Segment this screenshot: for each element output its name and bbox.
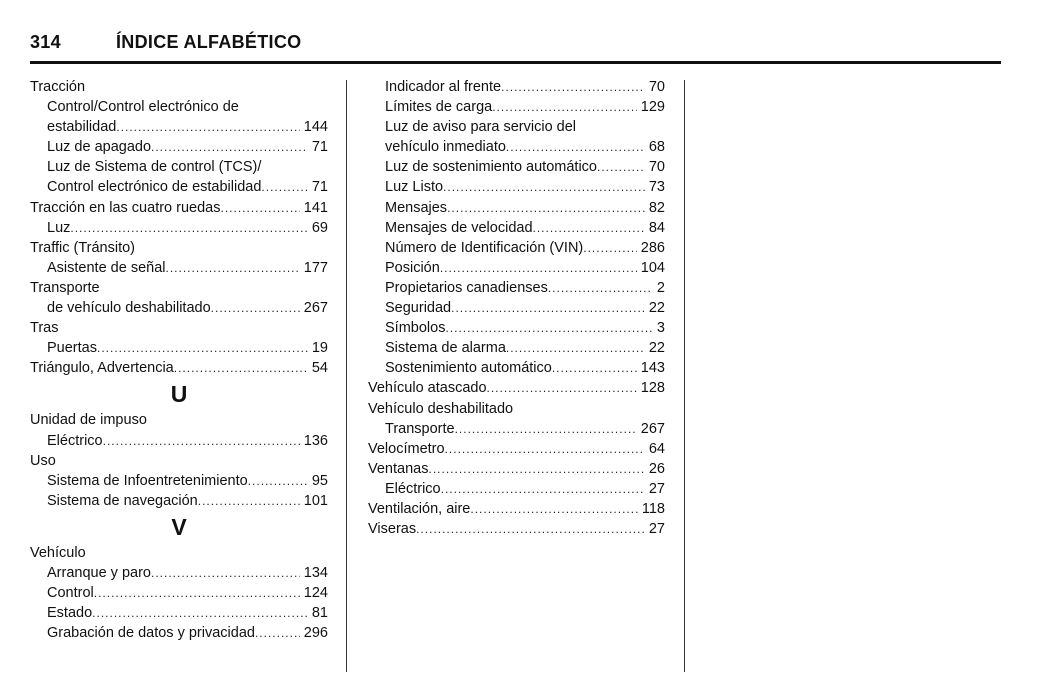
index-subentry (368, 238, 665, 258)
index-column-1 (30, 77, 328, 643)
index-subentry (368, 77, 665, 97)
dot-leader (211, 298, 300, 318)
index-subentry (368, 157, 665, 177)
index-entry (368, 439, 665, 459)
page-reference: 267 (303, 300, 328, 317)
entry-label: Asistente de señal (47, 259, 166, 276)
entry-label: Posición (385, 259, 440, 276)
index-subentry (368, 137, 665, 157)
index-entry (368, 378, 665, 398)
entry-label: Ventilación, aire (368, 500, 471, 517)
index-entry (368, 399, 665, 419)
entry-label: de vehículo deshabilitado (47, 300, 211, 317)
page-reference: 70 (648, 79, 665, 95)
entry-label: estabilidad (47, 119, 117, 136)
entry-label: Tras (30, 320, 59, 337)
index-subentry (368, 298, 665, 318)
entry-label: Vehículo deshabilitado (368, 400, 514, 417)
index-subentry (30, 218, 328, 238)
page-reference: 134 (303, 564, 328, 581)
column-divider (346, 80, 347, 672)
dot-leader (116, 117, 299, 137)
entry-label: Tracción (30, 79, 86, 95)
index-letter-heading: V (171, 513, 187, 540)
index-subentry (368, 218, 665, 238)
dot-leader (70, 218, 307, 238)
dot-leader (583, 238, 637, 258)
entry-label: Sostenimiento automático (385, 360, 552, 377)
dot-leader (255, 623, 300, 643)
index-entry (30, 358, 328, 378)
entry-label: Triángulo, Advertencia (30, 360, 174, 377)
entry-label: Eléctrico (385, 480, 441, 497)
index-subentry (30, 298, 328, 318)
dot-leader (447, 198, 645, 218)
entry-label: Transporte (30, 279, 100, 296)
entry-label: Mensajes de velocidad (385, 219, 533, 236)
index-entry (30, 451, 328, 471)
index-subentry (30, 157, 328, 177)
page-reference: 27 (648, 480, 665, 497)
index-subentry (368, 177, 665, 197)
page-reference: 144 (303, 119, 328, 136)
index-entry (30, 238, 328, 258)
dot-leader (487, 378, 637, 398)
index-subentry (30, 491, 328, 511)
page-reference: 118 (641, 500, 665, 517)
index-subentry (30, 471, 328, 491)
entry-label: Seguridad (385, 300, 452, 317)
index-entry (30, 278, 328, 298)
dot-leader (492, 97, 637, 117)
entry-label: Estado (47, 605, 93, 622)
page-reference: 141 (303, 199, 328, 216)
dot-leader (451, 298, 645, 318)
page-reference: 71 (311, 139, 328, 156)
dot-leader (597, 157, 645, 177)
entry-label: Eléctrico (47, 432, 103, 449)
entry-label: Control/Control electrónico de (47, 99, 239, 116)
page-reference: 68 (648, 139, 665, 156)
dot-leader (261, 177, 307, 197)
dot-leader (441, 479, 645, 499)
page-reference: 73 (648, 179, 665, 196)
dot-leader (416, 519, 645, 539)
page-reference: 286 (640, 239, 665, 256)
index-entry (30, 77, 328, 97)
index-entry (30, 318, 328, 338)
index-subentry (368, 278, 665, 298)
index-subentry (368, 198, 665, 218)
index-subentry (30, 177, 328, 197)
page-reference: 177 (303, 259, 328, 276)
dot-leader (103, 431, 300, 451)
entry-label: Sistema de navegación (47, 492, 198, 509)
index-subentry (368, 117, 665, 137)
dot-leader (445, 439, 645, 459)
entry-label: Velocímetro (368, 440, 445, 457)
entry-label: Luz de Sistema de control (TCS)/ (47, 159, 262, 176)
entry-label: Transporte (385, 420, 455, 437)
dot-leader (97, 338, 308, 358)
index-subentry (30, 258, 328, 278)
index-subentry (368, 479, 665, 499)
entry-label: Tracción en las cuatro ruedas (30, 199, 221, 216)
section-title: ÍNDICE ALFABÉTICO (116, 32, 302, 52)
entry-label: Luz Listo (385, 179, 444, 196)
dot-leader (174, 358, 308, 378)
page-reference: 71 (311, 179, 328, 196)
entry-label: Unidad de impuso (30, 412, 147, 429)
column-divider (684, 80, 685, 672)
entry-label: Puertas (47, 340, 97, 357)
entry-label: Grabación de datos y privacidad (47, 625, 255, 642)
entry-label: Control electrónico de estabilidad (47, 179, 262, 196)
dot-leader (470, 499, 638, 519)
dot-leader (501, 77, 645, 97)
dot-leader (248, 471, 308, 491)
page-reference: 81 (311, 605, 328, 622)
page-number: 314 (30, 32, 61, 52)
page-reference: 267 (640, 420, 665, 437)
dot-leader (151, 563, 300, 583)
index-subentry (368, 318, 665, 338)
page-reference: 296 (303, 625, 328, 642)
dot-leader (198, 491, 300, 511)
index-entry (30, 543, 328, 563)
dot-leader (166, 258, 300, 278)
page-reference: 2 (656, 279, 665, 296)
entry-label: Símbolos (385, 320, 446, 337)
page-reference: 22 (648, 300, 665, 317)
index-entry (368, 459, 665, 479)
page-reference: 82 (648, 199, 665, 216)
page-reference: 64 (648, 440, 665, 457)
index-subentry (368, 97, 665, 117)
page-reference: 129 (640, 99, 665, 116)
entry-label: Arranque y paro (47, 564, 151, 581)
index-subentry (30, 431, 328, 451)
index-subentry (30, 583, 328, 603)
page-reference: 3 (656, 320, 665, 337)
page-reference: 136 (303, 432, 328, 449)
entry-label: Ventanas (368, 460, 429, 477)
index-subentry (30, 117, 328, 137)
index-column-2 (368, 77, 665, 539)
index-subentry (30, 137, 328, 157)
entry-label: Límites de carga (385, 99, 493, 116)
index-entry (368, 499, 665, 519)
entry-label: Sistema de Infoentretenimiento (47, 472, 248, 489)
index-subentry (368, 358, 665, 378)
entry-label: Vehículo (30, 544, 86, 561)
dot-leader (455, 419, 637, 439)
entry-label: Control (47, 585, 94, 602)
index-subentry (30, 338, 328, 358)
entry-label: Viseras (368, 521, 417, 538)
entry-label: Uso (30, 452, 56, 469)
entry-label: Luz de aviso para servicio del (385, 119, 577, 136)
index-entry (30, 198, 328, 218)
index-subentry (30, 563, 328, 583)
entry-label: Indicador al frente (385, 79, 502, 95)
index-letter-heading: U (170, 381, 188, 408)
entry-label: Vehículo atascado (368, 380, 487, 397)
dot-leader (548, 278, 653, 298)
entry-label: vehículo inmediato (385, 139, 506, 156)
dot-leader (506, 137, 645, 157)
page-reference: 104 (640, 259, 665, 276)
index-subentry (30, 603, 328, 623)
header-rule (30, 61, 1001, 64)
entry-label: Propietarios canadienses (385, 279, 548, 296)
page-reference: 54 (311, 360, 328, 377)
dot-leader (94, 583, 300, 603)
entry-label: Traffic (Tránsito) (30, 239, 136, 256)
entry-label: Mensajes (385, 199, 448, 216)
entry-label: Número de Identificación (VIN) (385, 239, 584, 256)
index-subentry (30, 97, 328, 117)
entry-label: Luz de sostenimiento automático (385, 159, 597, 176)
index-subentry (30, 623, 328, 643)
page-reference: 19 (311, 340, 328, 357)
page-reference: 27 (648, 521, 665, 538)
index-subentry (368, 338, 665, 358)
index-subentry (368, 419, 665, 439)
dot-leader (440, 258, 637, 278)
page-reference: 101 (303, 492, 328, 509)
entry-label: Luz de apagado (47, 139, 152, 156)
page-reference: 69 (311, 219, 328, 236)
page-reference: 84 (648, 219, 665, 236)
entry-label: Sistema de alarma (385, 340, 506, 357)
index-entry (368, 519, 665, 539)
entry-label: Luz (47, 219, 71, 236)
index-entry (30, 410, 328, 430)
index-subentry (368, 258, 665, 278)
dot-leader (533, 218, 645, 238)
page-header (30, 28, 1001, 62)
page-reference: 124 (303, 585, 328, 602)
page-reference: 26 (648, 460, 665, 477)
dot-leader (428, 459, 644, 479)
dot-leader (552, 358, 637, 378)
page-reference: 70 (648, 159, 665, 176)
page-reference: 143 (640, 360, 665, 377)
dot-leader (151, 137, 308, 157)
dot-leader (220, 198, 299, 218)
dot-leader (92, 603, 308, 623)
dot-leader (506, 338, 645, 358)
page-reference: 128 (640, 380, 665, 397)
dot-leader (443, 177, 645, 197)
page-reference: 95 (311, 472, 328, 489)
page-reference: 22 (648, 340, 665, 357)
dot-leader (445, 318, 652, 338)
